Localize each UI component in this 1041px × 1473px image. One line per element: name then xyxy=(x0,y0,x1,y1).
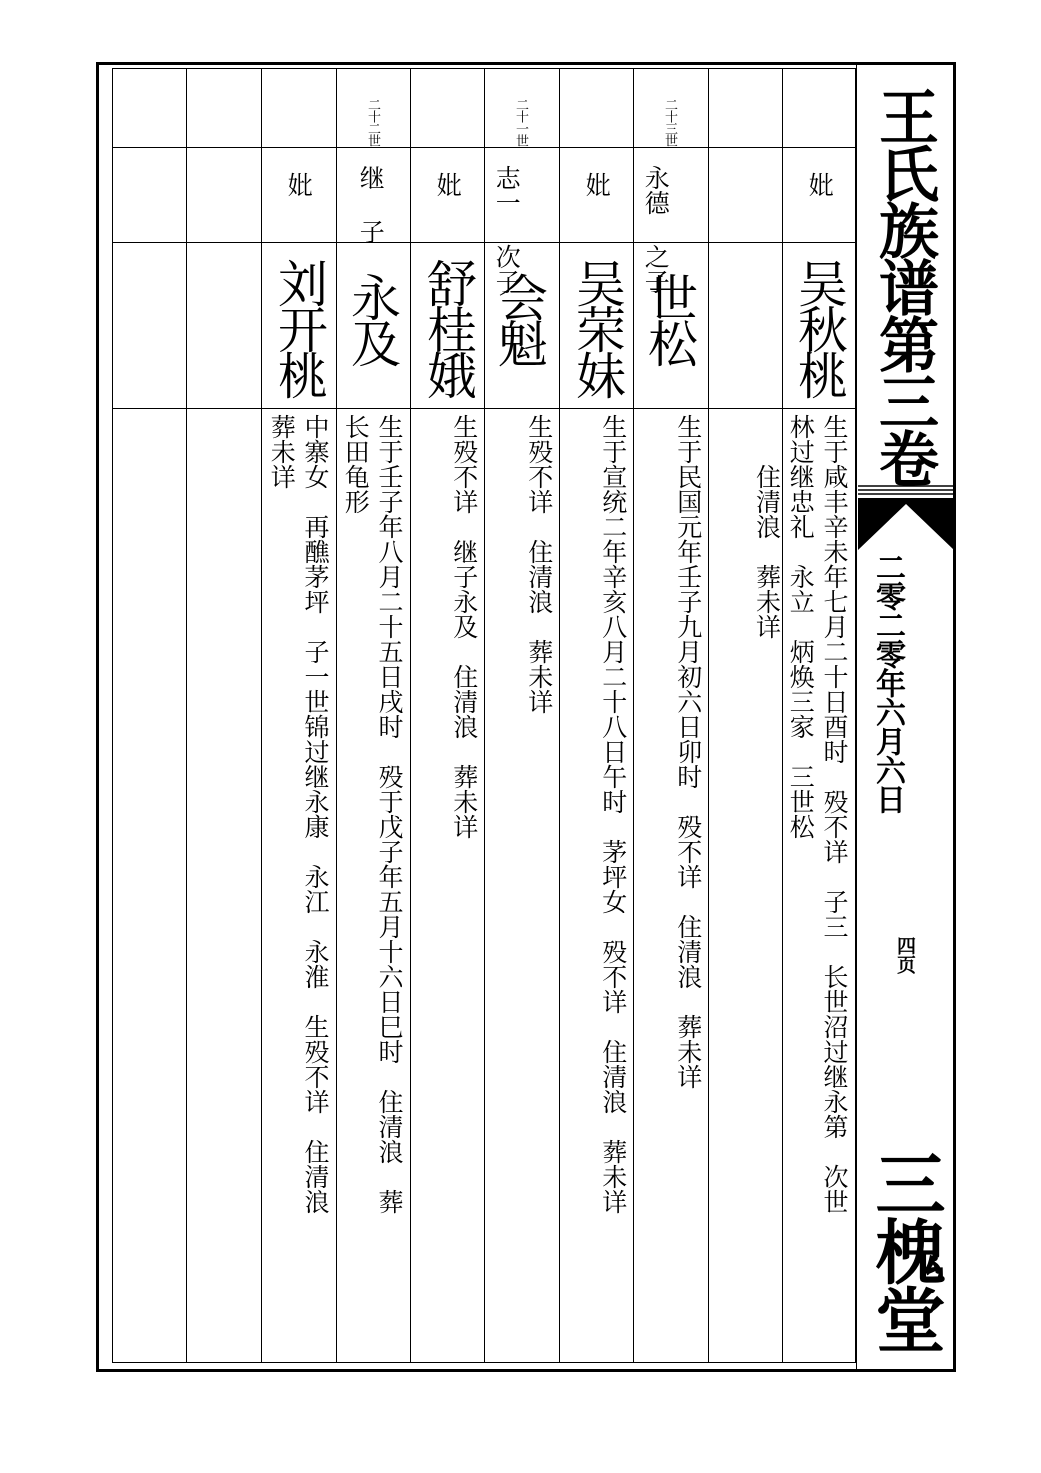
relation-label: 妣 xyxy=(582,172,612,197)
biography-text: 中寨女 再醮茅坪 子一世锦过继永康 永江 永淮 生殁不详 住清浪 葬未详 xyxy=(267,414,330,1214)
generation-label: 二十三世 xyxy=(662,98,677,146)
book-title: 王氏族谱第三卷 xyxy=(869,86,939,485)
column-divider xyxy=(261,68,262,1363)
column-divider xyxy=(336,68,337,1363)
person-name: 会魁 xyxy=(490,272,548,364)
person-name: 世松 xyxy=(640,272,698,364)
column-divider xyxy=(186,68,187,1363)
spine-divider xyxy=(856,62,857,1372)
page-number: 四页 xyxy=(894,936,916,974)
relation-label: 志一 次子 xyxy=(492,165,522,294)
biography-text: 生殁不详 住清浪 葬未详 xyxy=(524,414,554,714)
generation-label: 二十二世 xyxy=(365,98,380,146)
column-divider xyxy=(633,68,634,1363)
column-divider xyxy=(708,68,709,1363)
column-divider xyxy=(559,68,560,1363)
hall-name: 三槐堂 xyxy=(864,1148,947,1352)
column-divider xyxy=(484,68,485,1363)
person-name: 刘开桃 xyxy=(270,258,328,396)
column-divider xyxy=(410,68,411,1363)
person-name: 舒桂娥 xyxy=(419,258,477,396)
relation-label: 继 子 xyxy=(356,165,386,244)
generation-label: 二十一世 xyxy=(513,98,528,146)
relation-label: 妣 xyxy=(284,172,314,197)
person-name: 永及 xyxy=(343,272,401,364)
publication-date: 二零二零年六月六日 xyxy=(870,552,905,813)
fishtail-ornament-icon xyxy=(858,484,954,554)
biography-text: 生于宣统二年辛亥八月二十八日午时 茅坪女 殁不详 住清浪 葬未详 xyxy=(598,414,628,1214)
biography-text: 生于咸丰辛未年七月二十日酉时 殁不详 子三 长世沼过继永第 次世 林过继忠礼 永立 炳焕三家 三世松 住清浪 葬未详 xyxy=(752,414,849,1214)
person-name: 吴秋桃 xyxy=(790,258,848,396)
biography-text: 生于壬子年八月二十五日戌时 殁于戊子年五月十六日巳时 住清浪 葬 长田龟形 xyxy=(341,414,404,1214)
biography-text: 生殁不详 继子永及 住清浪 葬未详 xyxy=(449,414,479,839)
relation-label: 妣 xyxy=(805,172,835,197)
relation-label: 妣 xyxy=(433,172,463,197)
biography-text: 生于民国元年壬子九月初六日卯时 殁不详 住清浪 葬未详 xyxy=(673,414,703,1089)
relation-label: 永德 之子 xyxy=(641,165,671,294)
person-name: 吴荣妹 xyxy=(568,258,626,396)
